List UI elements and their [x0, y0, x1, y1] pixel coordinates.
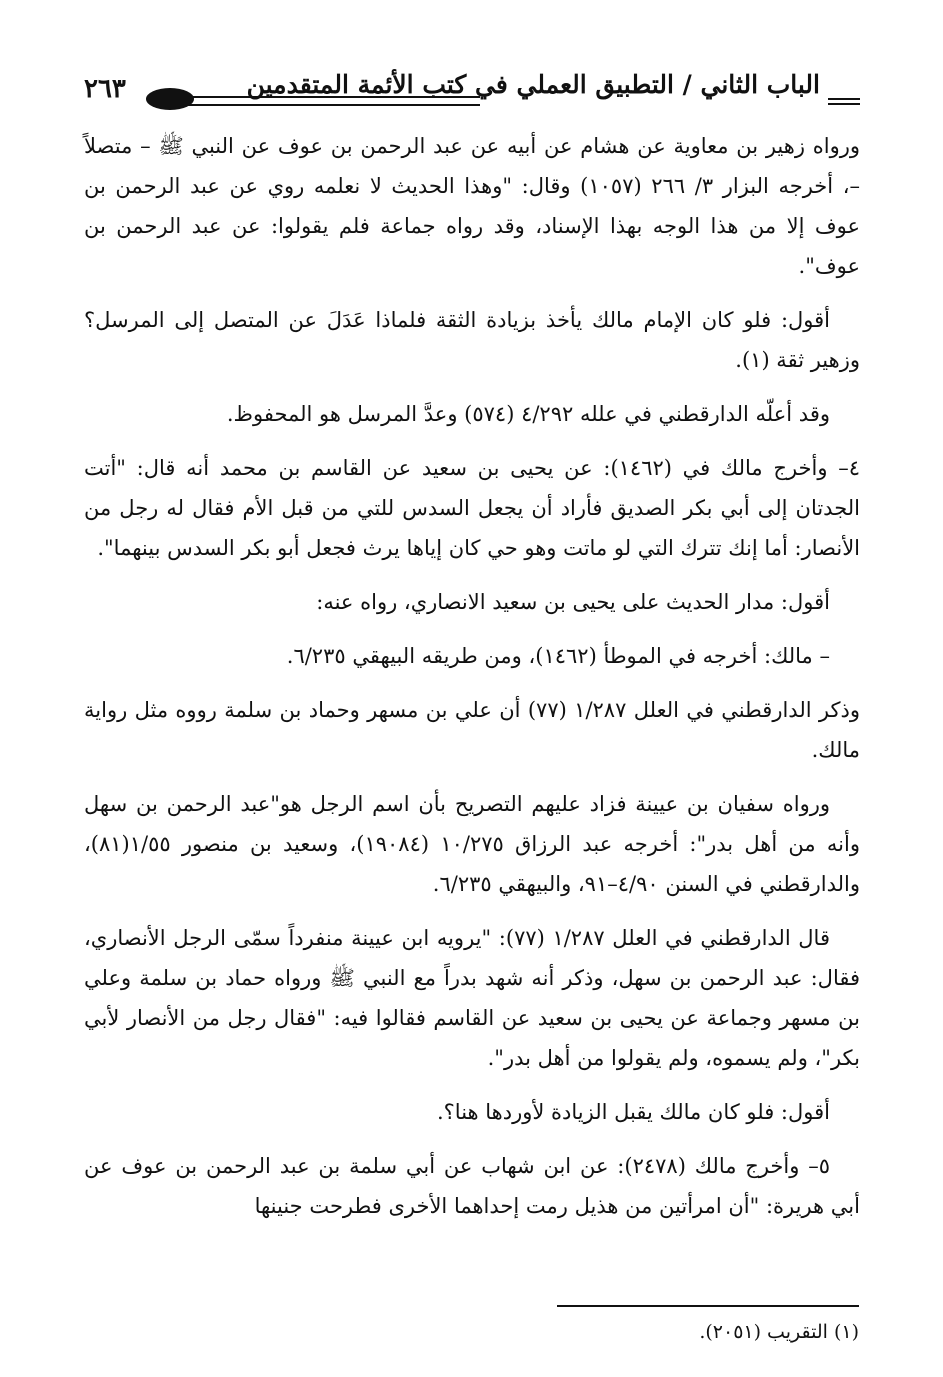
paragraph: ورواه سفيان بن عيينة فزاد عليهم التصريح بأن اسم الرجل هو"عبد الرحمن بن سهل وأنه من أهل بدر": أخرجه عبد الرزاق ١٠/٢٧٥ (١٩٠٨٤)، وسعيد بن منصور ١/٥٥(٨١)، والدارقطني في السنن ٤/٩٠–٩١، والبيهقي ٦/٢٣٥.: [84, 792, 860, 896]
page-number: ٢٦٣: [84, 74, 126, 104]
paragraph: وقد أعلّه الدارقطني في علله ٤/٢٩٢ (٥٧٤) وعدَّ المرسل هو المحفوظ.: [226, 402, 830, 426]
footnote: (١) التقريب (٢٠٥١).: [699, 1321, 859, 1343]
header-oval-decoration: [146, 88, 194, 110]
paragraph: أقول: مدار الحديث على يحيى بن سعيد الانصاري، رواه عنه:: [316, 590, 830, 614]
paragraph: – مالك: أخرجه في الموطأ (١٤٦٢)، ومن طريقه البيهقي ٦/٢٣٥.: [286, 644, 830, 668]
header-rule-decoration: [188, 96, 480, 106]
paragraph: ٥– وأخرج مالك (٢٤٧٨): عن ابن شهاب عن أبي سلمة بن عبد الرحمن بن عوف عن أبي هريرة: "أن امرأتين من هذيل رمت إحداهما الأخرى فطرحت جنينها: [84, 1154, 860, 1218]
header-dash-decoration: [828, 98, 860, 105]
paragraph: أقول: فلو كان الإمام مالك يأخذ بزيادة الثقة فلماذا عَدَلَ عن المتصل إلى المرسل؟ وزهير ثقة (١).: [84, 308, 860, 372]
paragraph: ٤– وأخرج مالك في (١٤٦٢): عن يحيى بن سعيد عن القاسم بن محمد أنه قال: "أتت الجدتان إلى أبي بكر الصديق فأراد أن يجعل السدس للتي من قبل الأم فقال له رجل من الأنصار: أما إنك تترك التي لو ماتت وهو حي كان إياها يرث فجعل أبو بكر السدس بينهما".: [84, 456, 860, 560]
running-title: الباب الثاني / التطبيق العملي في كتب الأئمة المتقدمين: [246, 70, 820, 99]
footnote-separator: [557, 1305, 859, 1307]
paragraph: قال الدارقطني في العلل ١/٢٨٧ (٧٧): "يرويه ابن عيينة منفرداً سمّى الرجل الأنصاري، فقال: عبد الرحمن بن سهل، وذكر أنه شهد بدراً مع النبي ﷺ ورواه حماد بن سلمة وعلي بن مسهر وجماعة عن يحيى بن سعيد عن القاسم فقالوا فيه: "فقال رجل من الأنصار لأبي بكر"، ولم يسموه، ولم يقولوا من أهل بدر".: [84, 926, 860, 1070]
body-text: [84, 126, 860, 1240]
paragraph: وذكر الدارقطني في العلل ١/٢٨٧ (٧٧) أن علي بن مسهر وحماد بن سلمة رووه مثل رواية مالك.: [84, 698, 860, 762]
page-header: [84, 62, 860, 122]
paragraph: ورواه زهير بن معاوية عن هشام عن أبيه عن عبد الرحمن بن عوف عن النبي ﷺ – متصلاً –، أخرجه البزار ٣/ ٢٦٦ (١٠٥٧) وقال: "وهذا الحديث لا نعلمه روي عن عبد الرحمن بن عوف إلا من هذا الوجه بهذا الإسناد، وقد رواه جماعة فلم يقولوا: عن عبد الرحمن بن عوف".: [84, 134, 860, 278]
paragraph: أقول: فلو كان مالك يقبل الزيادة لأوردها هنا؟.: [436, 1100, 830, 1124]
